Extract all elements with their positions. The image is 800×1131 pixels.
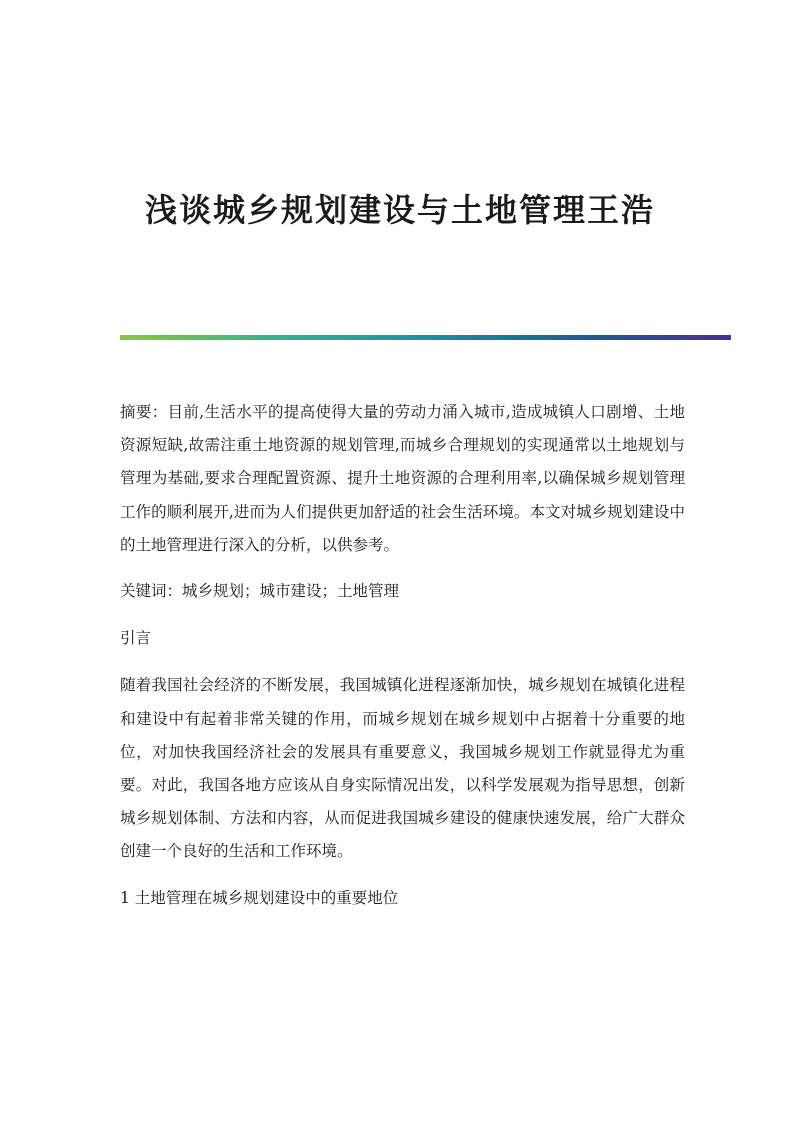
intro-heading: 引言 [120, 629, 152, 648]
keywords-line: 关键词：城乡规划；城市建设；土地管理 [120, 582, 400, 601]
document-body [120, 396, 685, 929]
section-heading: 1 土地管理在城乡规划建设中的重要地位 [120, 888, 399, 907]
intro-paragraph: 随着我国社会经济的不断发展，我国城镇化进程逐渐加快，城乡规划在城镇化进程和建设中有起着非常关键的作用，而城乡规划在城乡规划中占据着十分重要的地位，对加快我国经济社会的发展具有重要意义，我国城乡规划工作就显得尤为重要。对此，我国各地方应该从自身实际情况出发，以科学发展观为指导思想，创新城乡规划体制、方法和内容，从而促进我国城乡建设的健康快速发展，给广大群众创建一个良好的生活和工作环境。 [120, 676, 685, 861]
abstract-paragraph: 摘要：目前,生活水平的提高使得大量的劳动力涌入城市,造成城镇人口剧增、土地资源短缺,故需注重土地资源的规划管理,而城乡合理规划的实现通常以土地规划与管理为基础,要求合理配置资源、提升土地资源的合理利用率,以确保城乡规划管理工作的顺利展开,进而为人们提供更加舒适的社会生活环境。本文对城乡规划建设中的土地管理进行深入的分析，以供参考。 [120, 403, 685, 554]
title-divider [120, 335, 731, 340]
document-title: 浅谈城乡规划建设与土地管理王浩 [144, 191, 655, 229]
